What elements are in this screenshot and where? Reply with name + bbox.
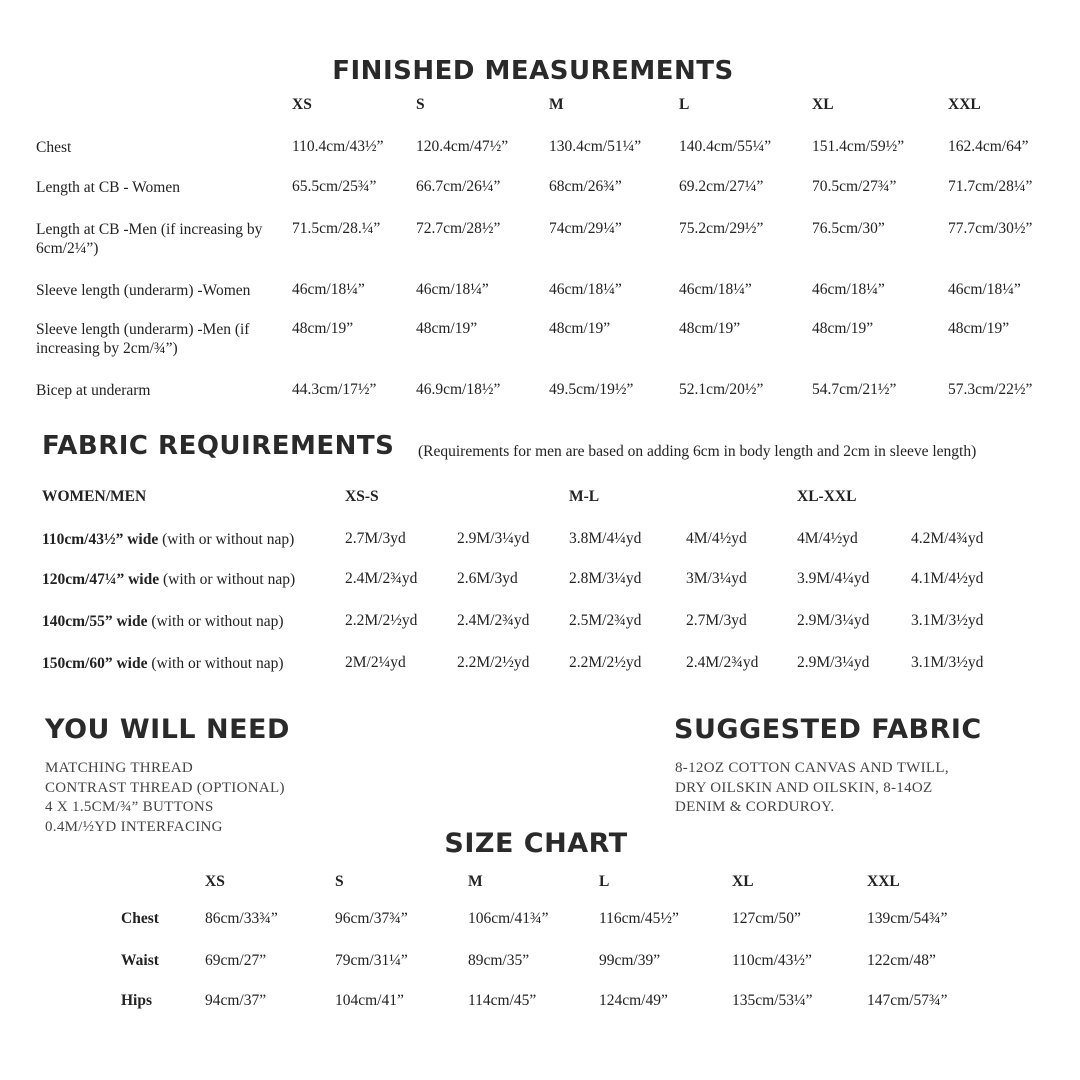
table-cell: 48cm/19” <box>812 320 874 337</box>
list-item: CONTRAST THREAD (OPTIONAL) <box>45 779 285 796</box>
sc-size-xs: XS <box>205 873 225 890</box>
table-cell: 2.7M/3yd <box>345 530 406 547</box>
table-cell: 4M/4½yd <box>797 530 858 547</box>
sc-size-xxl: XXL <box>867 873 900 890</box>
fabric-width-label <box>42 570 295 589</box>
table-cell: 3M/3¼yd <box>686 570 747 587</box>
fm-size-xl: XL <box>812 96 834 113</box>
sc-size-s: S <box>335 873 344 890</box>
fabric-requirements-note: (Requirements for men are based on adding 6cm in body length and 2cm in sleeve length) <box>418 443 977 460</box>
table-cell: 110.4cm/43½” <box>292 138 384 155</box>
table-cell: 46cm/18¼” <box>948 281 1021 298</box>
table-cell: 130.4cm/51¼” <box>549 138 642 155</box>
sc-size-xl: XL <box>732 873 754 890</box>
table-cell: 76.5cm/30” <box>812 220 885 237</box>
size-chart-title: SIZE CHART <box>444 828 628 859</box>
fabric-nap: (with or without nap) <box>147 613 284 630</box>
table-cell: 135cm/53¼” <box>732 992 813 1009</box>
fabric-col-header: WOMEN/MEN <box>42 488 147 505</box>
table-cell: 52.1cm/20½” <box>679 381 764 398</box>
table-cell: 86cm/33¾” <box>205 910 278 927</box>
table-cell: 2.4M/2¾yd <box>345 570 418 587</box>
list-item: 0.4M/½YD INTERFACING <box>45 818 223 835</box>
table-cell: 116cm/45½” <box>599 910 679 927</box>
table-cell: 46.9cm/18½” <box>416 381 501 398</box>
table-cell: 44.3cm/17½” <box>292 381 377 398</box>
table-cell: 2M/2¼yd <box>345 654 406 671</box>
row-label: Sleeve length (underarm) -Women <box>36 282 251 299</box>
table-cell: 71.7cm/28¼” <box>948 178 1033 195</box>
row-label: Length at CB -Men (if increasing by 6cm/2¼”) <box>36 221 263 257</box>
table-cell: 48cm/19” <box>948 320 1010 337</box>
table-cell: 3.8M/4¼yd <box>569 530 642 547</box>
suggested-fabric-title: SUGGESTED FABRIC <box>674 714 982 745</box>
row-label: Chest <box>121 910 159 927</box>
table-cell: 69.2cm/27¼” <box>679 178 764 195</box>
row-label: Chest <box>36 139 72 156</box>
fabric-nap: (with or without nap) <box>147 655 284 672</box>
table-cell: 57.3cm/22½” <box>948 381 1033 398</box>
table-cell: 4M/4½yd <box>686 530 747 547</box>
table-cell: 2.5M/2¾yd <box>569 612 642 629</box>
table-cell: 46cm/18¼” <box>416 281 489 298</box>
table-cell: 3.1M/3½yd <box>911 654 984 671</box>
table-cell: 54.7cm/21½” <box>812 381 897 398</box>
table-cell: 2.7M/3yd <box>686 612 747 629</box>
table-cell: 2.2M/2½yd <box>345 612 418 629</box>
finished-measurements-title: FINISHED MEASUREMENTS <box>332 56 734 86</box>
table-cell: 74cm/29¼” <box>549 220 622 237</box>
table-cell: 2.2M/2½yd <box>569 654 642 671</box>
table-cell: 2.9M/3¼yd <box>457 530 530 547</box>
table-cell: 162.4cm/64” <box>948 138 1029 155</box>
table-cell: 139cm/54¾” <box>867 910 948 927</box>
fabric-width: 110cm/43½” wide <box>42 531 159 548</box>
table-cell: 110cm/43½” <box>732 952 812 969</box>
table-cell: 46cm/18¼” <box>679 281 752 298</box>
fabric-width: 150cm/60” wide <box>42 655 148 672</box>
fabric-group-m-l: M-L <box>569 488 600 505</box>
text-line: DRY OILSKIN AND OILSKIN, 8-14OZ <box>675 779 933 796</box>
table-cell: 75.2cm/29½” <box>679 220 764 237</box>
fabric-nap: (with or without nap) <box>159 571 296 588</box>
table-cell: 70.5cm/27¾” <box>812 178 897 195</box>
table-cell: 72.7cm/28½” <box>416 220 501 237</box>
table-cell: 127cm/50” <box>732 910 801 927</box>
fm-size-m: M <box>549 96 564 113</box>
row-label: Sleeve length (underarm) -Men (if increasing by 2cm/¾”) <box>36 321 250 357</box>
table-cell: 48cm/19” <box>679 320 741 337</box>
table-cell: 46cm/18¼” <box>549 281 622 298</box>
sc-size-l: L <box>599 873 610 890</box>
table-cell: 2.4M/2¾yd <box>686 654 759 671</box>
fabric-width: 120cm/47¼” wide <box>42 571 160 588</box>
table-cell: 2.9M/3¼yd <box>797 612 870 629</box>
row-label: Waist <box>121 952 159 969</box>
suggested-fabric-text <box>675 759 949 818</box>
sc-size-m: M <box>468 873 483 890</box>
table-cell: 65.5cm/25¾” <box>292 178 377 195</box>
table-cell: 89cm/35” <box>468 952 530 969</box>
fm-size-xxl: XXL <box>948 96 981 113</box>
fm-size-l: L <box>679 96 690 113</box>
row-label: Hips <box>121 992 153 1009</box>
table-cell: 94cm/37” <box>205 992 267 1009</box>
table-cell: 2.8M/3¼yd <box>569 570 642 587</box>
text-line: DENIM & CORDUROY. <box>675 799 835 815</box>
table-cell: 77.7cm/30½” <box>948 220 1033 237</box>
table-cell: 66.7cm/26¼” <box>416 178 501 195</box>
text-line: 8-12OZ COTTON CANVAS AND TWILL, <box>675 760 949 776</box>
table-cell: 2.9M/3¼yd <box>797 654 870 671</box>
table-cell: 99cm/39” <box>599 952 661 969</box>
table-cell: 120.4cm/47½” <box>416 138 509 155</box>
fabric-group-xs-s: XS-S <box>345 488 379 505</box>
table-cell: 49.5cm/19½” <box>549 381 634 398</box>
list-item: MATCHING THREAD <box>45 760 193 776</box>
table-cell: 69cm/27” <box>205 952 267 969</box>
table-cell: 124cm/49” <box>599 992 668 1009</box>
row-label: Bicep at underarm <box>36 382 151 399</box>
table-cell: 4.2M/4¾yd <box>911 530 984 547</box>
fm-size-xs: XS <box>292 96 312 113</box>
table-cell: 48cm/19” <box>416 320 478 337</box>
table-cell: 48cm/19” <box>549 320 611 337</box>
fabric-nap: (with or without nap) <box>158 531 295 548</box>
fm-size-s: S <box>416 96 425 113</box>
table-cell: 2.2M/2½yd <box>457 654 530 671</box>
you-will-need-title: YOU WILL NEED <box>45 714 290 745</box>
list-item: 4 X 1.5CM/¾” BUTTONS <box>45 799 214 815</box>
table-cell: 96cm/37¾” <box>335 910 408 927</box>
fabric-width-label <box>42 612 284 631</box>
table-cell: 3.1M/3½yd <box>911 612 984 629</box>
table-cell: 46cm/18¼” <box>292 281 365 298</box>
row-label: Length at CB - Women <box>36 179 180 196</box>
table-cell: 104cm/41” <box>335 992 404 1009</box>
table-cell: 48cm/19” <box>292 320 354 337</box>
table-cell: 140.4cm/55¼” <box>679 138 772 155</box>
table-cell: 46cm/18¼” <box>812 281 885 298</box>
table-cell: 122cm/48” <box>867 952 936 969</box>
table-cell: 147cm/57¾” <box>867 992 948 1009</box>
table-cell: 2.4M/2¾yd <box>457 612 530 629</box>
fabric-width-label <box>42 530 294 549</box>
table-cell: 106cm/41¾” <box>468 910 549 927</box>
table-cell: 79cm/31¼” <box>335 952 408 969</box>
table-cell: 114cm/45” <box>468 992 537 1009</box>
table-cell: 2.6M/3yd <box>457 570 518 587</box>
table-cell: 71.5cm/28.¼” <box>292 220 381 237</box>
fabric-width-label <box>42 654 284 673</box>
fabric-group-xl-xxl: XL-XXL <box>797 488 857 505</box>
table-cell: 4.1M/4½yd <box>911 570 984 587</box>
table-cell: 3.9M/4¼yd <box>797 570 870 587</box>
you-will-need-list <box>45 759 285 837</box>
table-cell: 151.4cm/59½” <box>812 138 905 155</box>
table-cell: 68cm/26¾” <box>549 178 622 195</box>
fabric-requirements-title: FABRIC REQUIREMENTS <box>42 431 395 461</box>
fabric-width: 140cm/55” wide <box>42 613 148 630</box>
